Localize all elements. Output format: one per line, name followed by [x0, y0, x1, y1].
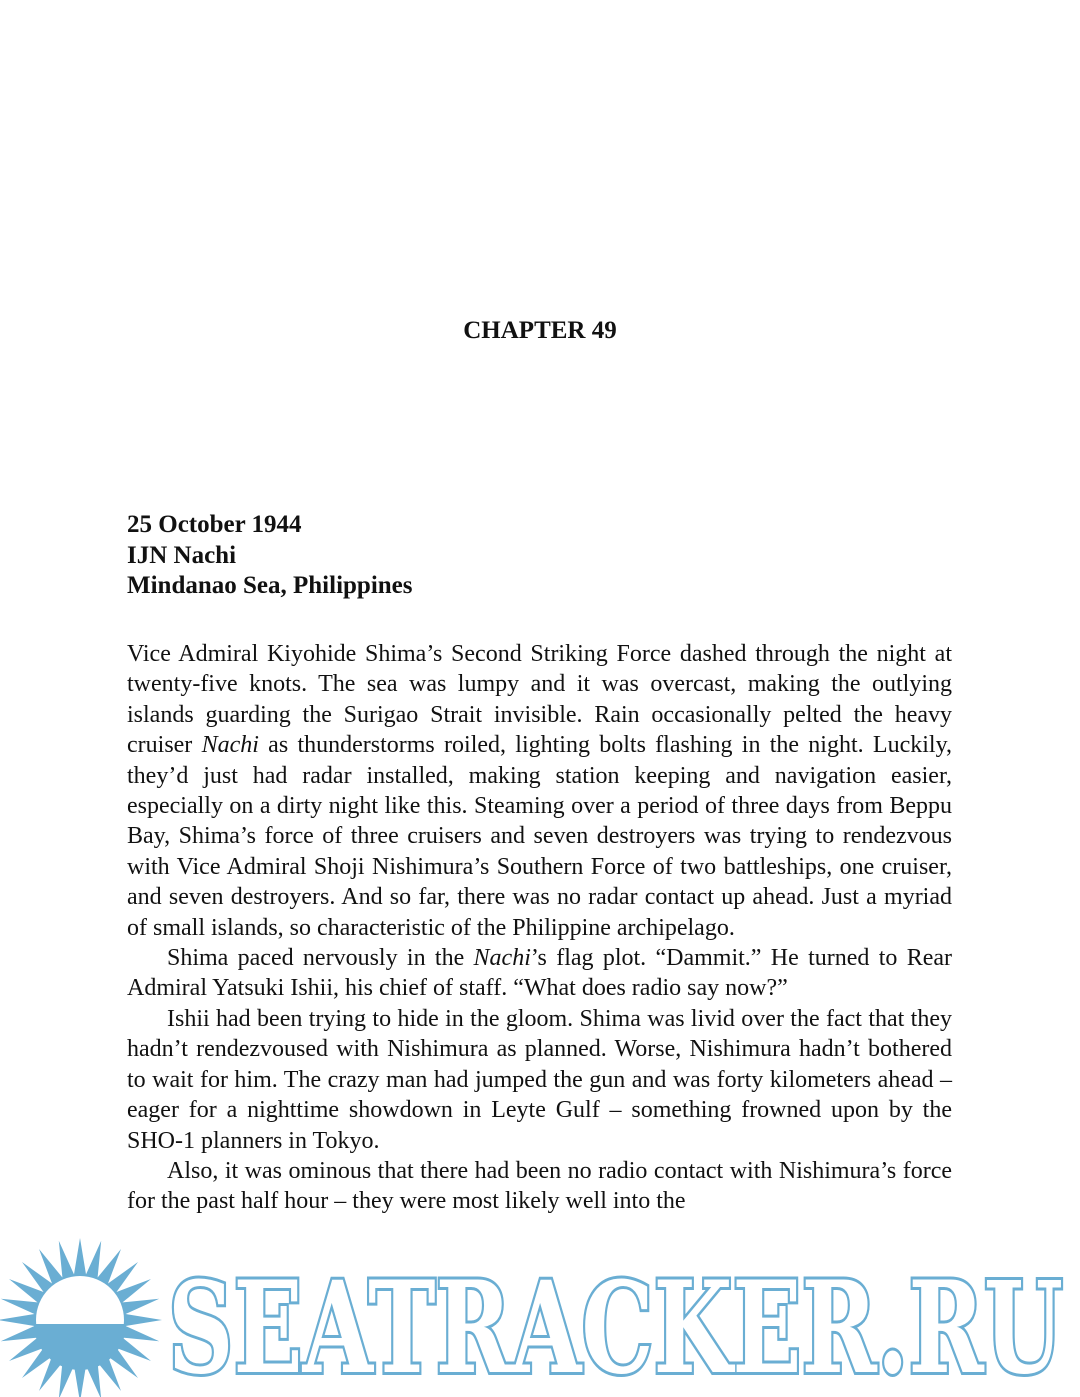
- scene-heading: [127, 510, 952, 602]
- paragraph-1-part-a: Vice Admiral Kiyohide Shima’s Second Striking Force dashed through the night at twenty-five knots. The sea was lumpy and it was overcast, making the outlying islands guarding the Surigao Strait invisible. Rain occasionally pelted the heavy cruiser: [127, 641, 952, 759]
- paragraph-2-part-b: ’s flag plot. “Dammit.” He turned to Rear Admiral Yatsuki Ishii, his chief of staff. “What does radio say now?”: [127, 945, 953, 1002]
- paragraph-2: [127, 943, 952, 1004]
- chapter-body: [127, 639, 952, 1217]
- paragraph-2-part-a: Shima paced nervously in the: [167, 945, 474, 972]
- heading-date: 25 October 1944: [127, 511, 302, 538]
- paragraph-3: Ishii had been trying to hide in the gloom. Shima was livid over the fact that they hadn’t rendezvoused with Nishimura as planned. Worse, Nishimura hadn’t bothered to wait for him. The crazy man had jumped the gun and was forty kilometers ahead – eager for a nighttime showdown in Leyte Gulf – something frowned upon by the SHO-1 planners in Tokyo.: [127, 1005, 952, 1154]
- paragraph-1: [127, 639, 952, 943]
- watermark-text: SEATRACKER.RU: [168, 1254, 1063, 1397]
- paragraph-4: Also, it was ominous that there had been no radio contact with Nishimura’s force for the past half hour – they were most likely well into the: [127, 1157, 952, 1215]
- chapter-title: CHAPTER 49: [463, 317, 617, 344]
- heading-ship: IJN Nachi: [127, 541, 237, 569]
- paragraph-1-part-b: as thunderstorms roiled, lighting bolts flashing in the night. Luckily, they’d just had radar installed, making station keeping and navigation easier, especially on a dirty night like this. Steaming over a period of three days from Beppu Bay, Shima’s force of three cruisers and seven destroyers was trying to rendezvous with Vice Admiral Shoji Nishimura’s Southern Force of two battleships, one cruiser, and seven destroyers. And so far, there was no radar contact up ahead. Just a myriad of small islands, so characteristic of the Philippine archipelago.: [127, 732, 953, 941]
- watermark: [0, 1238, 1080, 1397]
- ship-name: Nachi: [473, 945, 531, 972]
- heading-location: Mindanao Sea, Philippines: [127, 572, 413, 599]
- sun-icon: [0, 1238, 162, 1397]
- ship-name: Nachi: [201, 732, 259, 759]
